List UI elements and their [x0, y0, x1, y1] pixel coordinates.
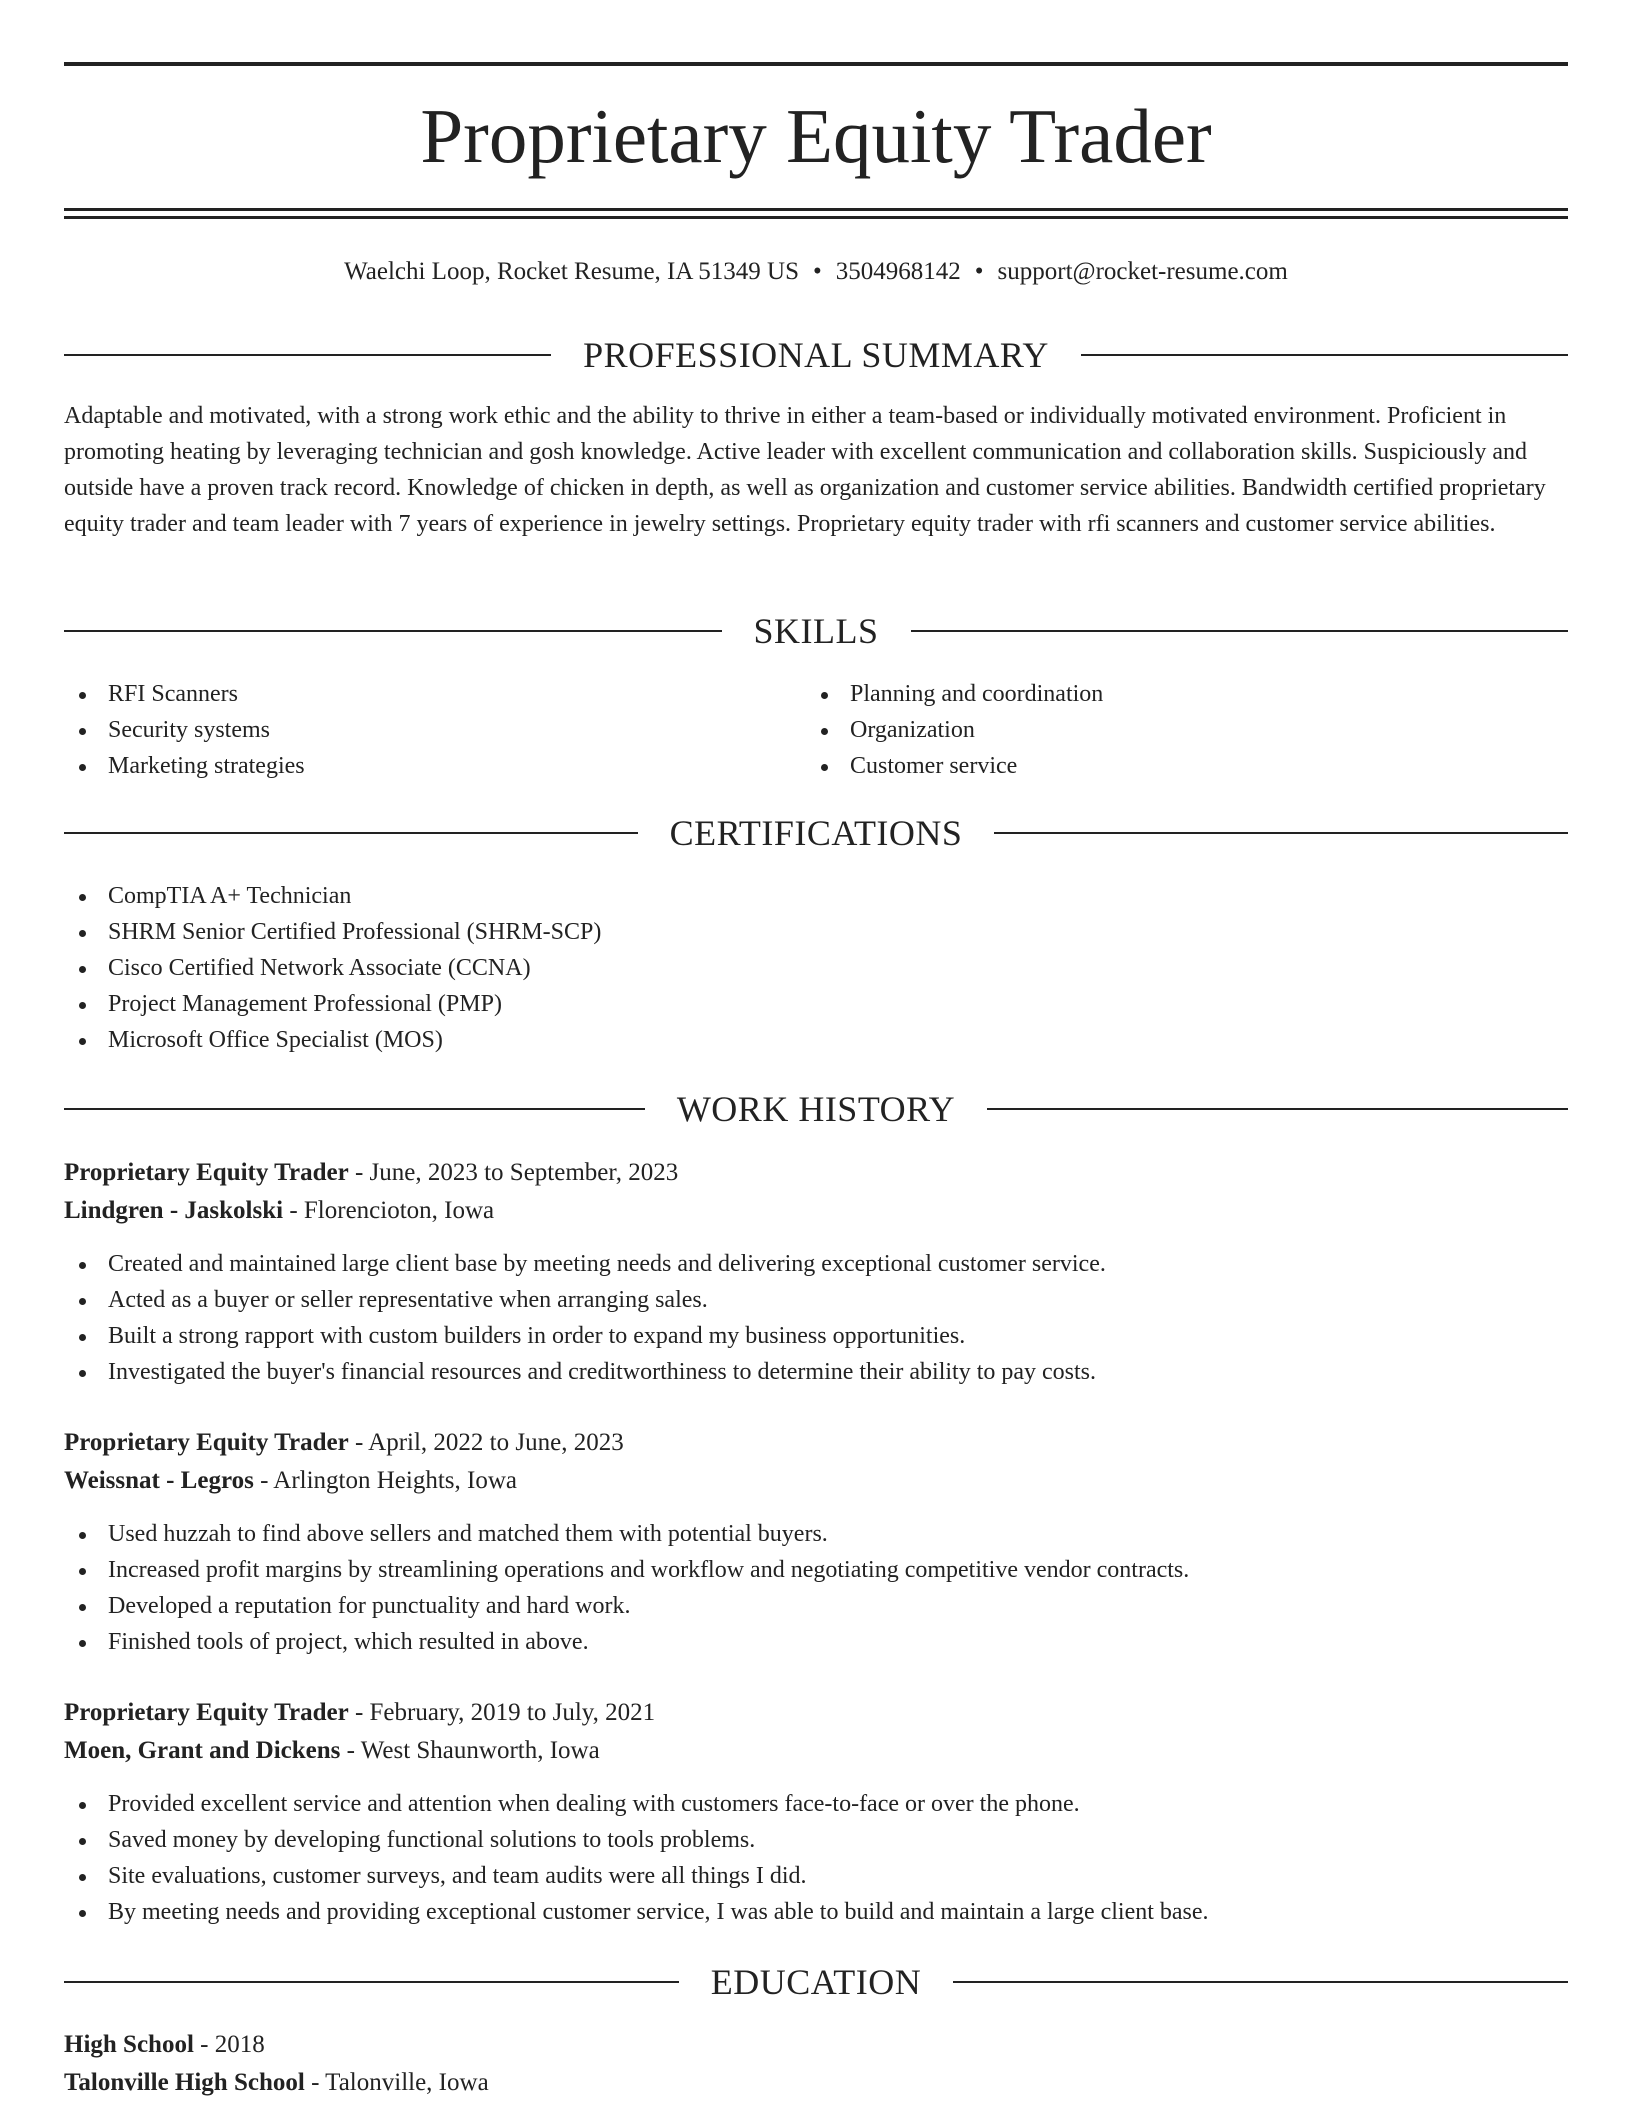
skill-item: Security systems [64, 712, 305, 748]
header-top-rule [64, 62, 1568, 66]
job-dates: - June, 2023 to September, 2023 [348, 1159, 679, 1186]
section-rule [953, 1981, 1568, 1983]
skill-item: Organization [806, 712, 1103, 748]
job-company: Weissnat - Legros [64, 1467, 254, 1494]
section-rule [64, 354, 551, 356]
job-title: Proprietary Equity Trader [64, 1699, 349, 1726]
skills-list-right [806, 676, 1103, 784]
education-school-line [64, 2064, 1568, 2102]
skill-item: Marketing strategies [64, 748, 305, 784]
job-bullets [64, 1516, 1568, 1660]
section-header-skills [64, 609, 1568, 653]
job-company: Lindgren - Jaskolski [64, 1197, 284, 1224]
job-entry [64, 1154, 1568, 1390]
section-header-certifications [64, 811, 1568, 855]
section-title: EDUCATION [710, 1962, 922, 2002]
section-title: WORK HISTORY [676, 1089, 956, 1129]
certification-item: CompTIA A+ Technician [64, 878, 601, 914]
contact-separator: • [813, 258, 822, 285]
job-company: Moen, Grant and Dickens [64, 1737, 341, 1764]
job-location: - Florencioton, Iowa [283, 1197, 495, 1224]
education-year: - 2018 [193, 2031, 265, 2058]
section-rule [987, 1108, 1568, 1110]
summary-paragraph: Adaptable and motivated, with a strong work ethic and the ability to thrive in either a team-based or individually motivated environment. Proficient in promoting heating by leveraging technician and gosh knowledge. Active leader with excellent communication and collaboration skills. Suspiciously and outside have a proven track record. Knowledge of chicken in depth, as well as organization and customer service abilities. Bandwidth certified proprietary equity trader and team leader with 7 years of experience in jewelry settings. Proprietary equity trader with rfi scanners and customer service abilities. [64, 403, 1546, 537]
contact-phone: 3504968142 [835, 258, 961, 285]
job-location: - West Shaunworth, Iowa [340, 1737, 600, 1764]
certifications-list [64, 878, 601, 1058]
section-rule [994, 832, 1568, 834]
resume-title: Proprietary Equity Trader [420, 93, 1212, 179]
section-rule [64, 1981, 679, 1983]
certification-item: Cisco Certified Network Associate (CCNA) [64, 950, 601, 986]
certification-item: Project Management Professional (PMP) [64, 986, 601, 1022]
section-rule [64, 832, 638, 834]
job-company-line [64, 1462, 1568, 1500]
contact-line [64, 256, 1568, 288]
education-school: Talonville High School [64, 2069, 305, 2096]
section-rule [911, 630, 1569, 632]
education-degree-line [64, 2026, 1568, 2064]
job-bullets [64, 1246, 1568, 1390]
job-bullet: Provided excellent service and attention when dealing with customers face-to-face or over the phone. [64, 1786, 1568, 1822]
job-bullet: Saved money by developing functional solutions to tools problems. [64, 1822, 1568, 1858]
job-bullet: Increased profit margins by streamlining operations and workflow and negotiating competitive vendor contracts. [64, 1552, 1568, 1588]
header-double-rule-upper [64, 208, 1568, 211]
education-degree: High School [64, 2031, 194, 2058]
education-location: - Talonville, Iowa [304, 2069, 489, 2096]
job-entry [64, 1694, 1568, 1930]
job-bullet: Used huzzah to find above sellers and matched them with potential buyers. [64, 1516, 1568, 1552]
job-dates: - April, 2022 to June, 2023 [348, 1429, 624, 1456]
job-location: - Arlington Heights, Iowa [253, 1467, 517, 1494]
job-bullet: By meeting needs and providing exceptional customer service, I was able to build and maintain a large client base. [64, 1894, 1568, 1930]
job-company-line [64, 1732, 1568, 1770]
job-bullet: Created and maintained large client base by meeting needs and delivering exceptional customer service. [64, 1246, 1568, 1282]
certification-item: SHRM Senior Certified Professional (SHRM-SCP) [64, 914, 601, 950]
section-header-education [64, 1960, 1568, 2004]
section-title: CERTIFICATIONS [669, 813, 963, 853]
skills-list-left [64, 676, 305, 784]
certification-item: Microsoft Office Specialist (MOS) [64, 1022, 601, 1058]
skill-item: Planning and coordination [806, 676, 1103, 712]
skill-item: RFI Scanners [64, 676, 305, 712]
contact-separator: • [974, 258, 984, 285]
contact-address: Waelchi Loop, Rocket Resume, IA 51349 US [344, 258, 800, 285]
job-title: Proprietary Equity Trader [64, 1429, 349, 1456]
job-title-line [64, 1424, 1568, 1462]
section-title: PROFESSIONAL SUMMARY [583, 335, 1049, 375]
section-rule [64, 630, 722, 632]
job-bullet: Investigated the buyer's financial resources and creditworthiness to determine their ability to pay costs. [64, 1354, 1568, 1390]
job-bullet: Developed a reputation for punctuality and hard work. [64, 1588, 1568, 1624]
header-double-rule-lower [64, 216, 1568, 219]
job-title: Proprietary Equity Trader [64, 1159, 349, 1186]
section-rule [1081, 354, 1568, 356]
job-bullet: Acted as a buyer or seller representative when arranging sales. [64, 1282, 1568, 1318]
job-title-line [64, 1694, 1568, 1732]
job-bullet: Site evaluations, customer surveys, and team audits were all things I did. [64, 1858, 1568, 1894]
job-bullets [64, 1786, 1568, 1930]
job-bullet: Finished tools of project, which resulted in above. [64, 1624, 1568, 1660]
job-dates: - February, 2019 to July, 2021 [348, 1699, 656, 1726]
job-company-line [64, 1192, 1568, 1230]
job-bullet: Built a strong rapport with custom builders in order to expand my business opportunities. [64, 1318, 1568, 1354]
section-title: SKILLS [753, 611, 879, 651]
contact-email: support@rocket-resume.com [997, 258, 1288, 285]
job-title-line [64, 1154, 1568, 1192]
section-header-summary [64, 333, 1568, 377]
education-entry [64, 2026, 1568, 2102]
job-entry [64, 1424, 1568, 1660]
section-rule [64, 1108, 645, 1110]
skill-item: Customer service [806, 748, 1103, 784]
section-header-work-history [64, 1087, 1568, 1131]
